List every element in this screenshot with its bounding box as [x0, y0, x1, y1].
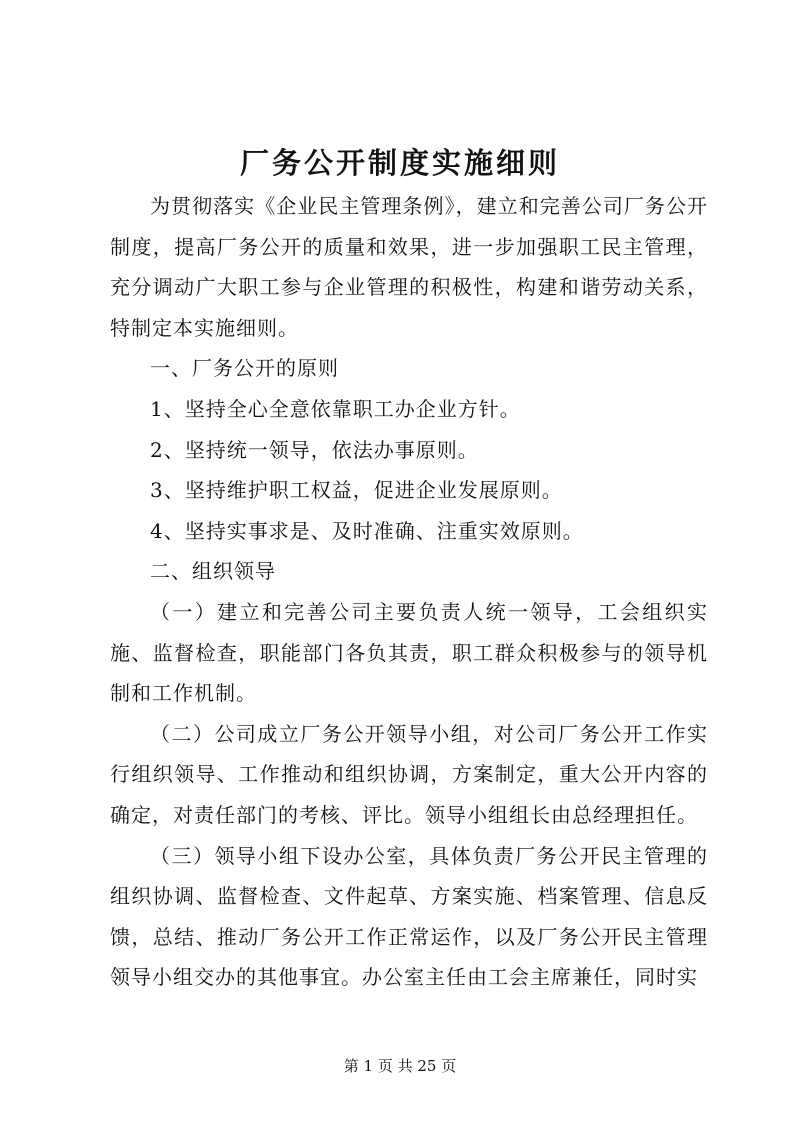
- organization-paragraph-3: （三）领导小组下设办公室，具体负责厂务公开民主管理的组织协调、监督检查、文件起草、方案实施、档案管理、信息反馈，总结、推动厂务公开工作正常运作，以及厂务公开民主管理领导小组交办的其他事宜。办公室主任由工会主席兼任，同时实: [110, 843, 708, 990]
- organization-paragraph-2: （二）公司成立厂务公开领导小组，对公司厂务公开工作实行组织领导、工作推动和组织协调，方案制定，重大公开内容的确定，对责任部门的考核、评比。领导小组组长由总经理担任。: [110, 721, 708, 827]
- principle-item-1: 1、坚持全心全意依靠职工办企业方针。: [150, 396, 521, 421]
- section-heading-principles: 一、厂务公开的原则: [150, 356, 339, 381]
- principle-item-2: 2、坚持统一领导，依法办事原则。: [150, 437, 479, 462]
- principle-item-4: 4、坚持实事求是、及时准确、注重实效原则。: [150, 518, 584, 543]
- document-title: 厂务公开制度实施细则: [239, 146, 560, 180]
- principle-item-3: 3、坚持维护职工权益，促进企业发展原则。: [150, 478, 563, 503]
- organization-paragraph-1: （一）建立和完善公司主要负责人统一领导，工会组织实施、监督检查，职能部门各负其责，职工群众积极参与的领导机制和工作机制。: [110, 599, 708, 706]
- document-body: [110, 186, 708, 998]
- page-number-footer: 第 1 页 共 25 页: [343, 1057, 457, 1075]
- intro-paragraph: 为贯彻落实《企业民主管理条例》，建立和完善公司厂务公开制度，提高厂务公开的质量和效果，进一步加强职工民主管理，充分调动广大职工参与企业管理的积极性，构建和谐劳动关系，特制定本实施细则。: [110, 194, 708, 340]
- section-heading-organization: 二、组织领导: [150, 559, 276, 584]
